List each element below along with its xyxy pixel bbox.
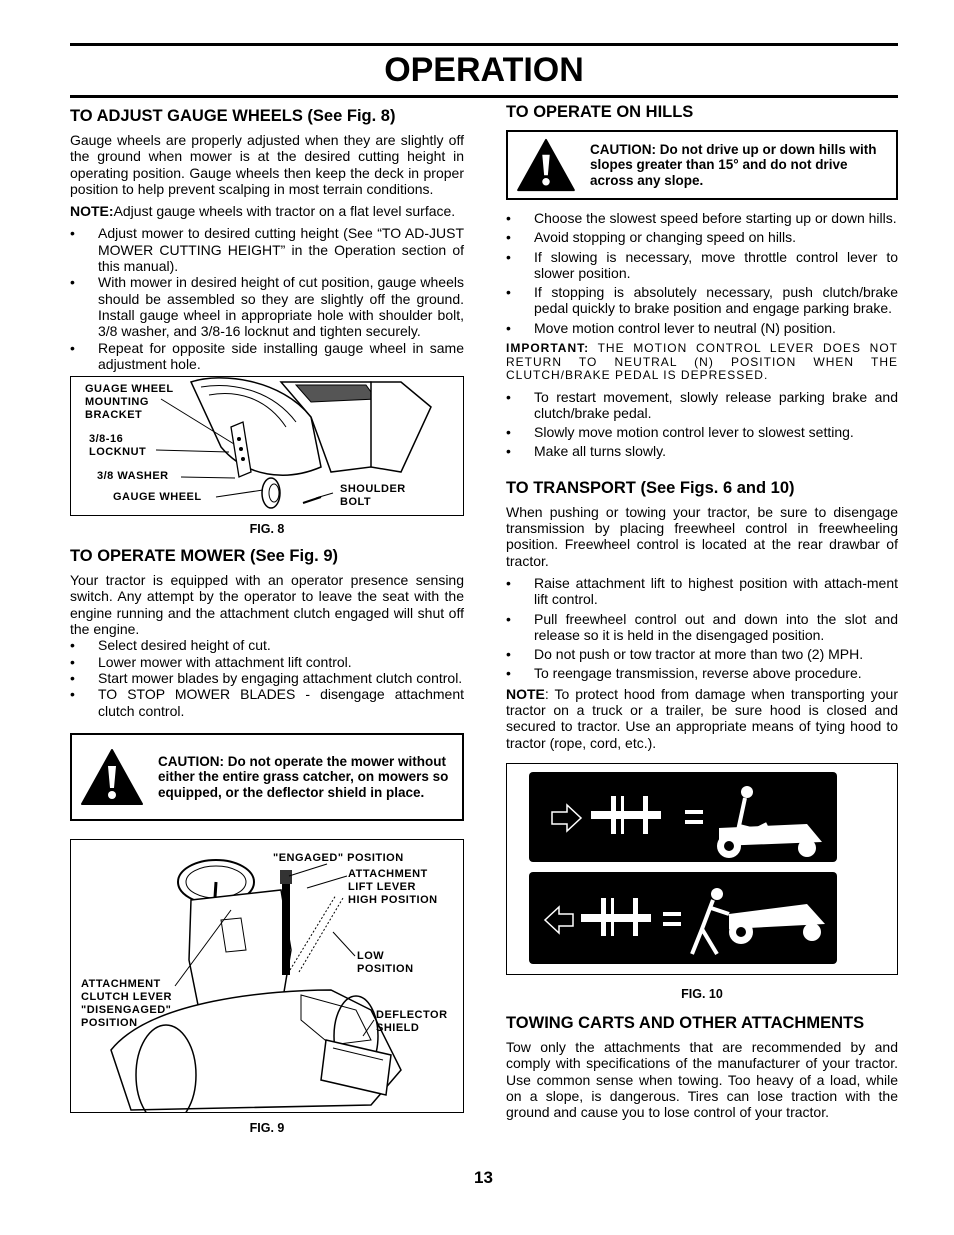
callout-engaged-position: "ENGAGED" POSITION xyxy=(273,851,404,864)
list-item: • Lower mower with attachment lift control. xyxy=(70,654,464,670)
list-item: • TO STOP MOWER BLADES - disengage attachment clutch control. xyxy=(70,686,464,719)
list-item: • Slowly move motion control lever to slowest setting. xyxy=(506,424,898,440)
hills-list xyxy=(506,210,898,336)
hills-important xyxy=(506,342,898,383)
transport-list xyxy=(506,575,898,682)
fig8-label: FIG. 8 xyxy=(249,522,285,537)
towing-text: Tow only the attachments that are recommended by and comply with specifications of the manufacturer of your tractor. Use common sense when towing. Too heavy of a load, while on a slope, is dangerous. Tires can lose traction with the ground and cause you to lose control of your tractor. xyxy=(506,1038,898,1121)
freewheel-drawing xyxy=(507,764,899,974)
hills-section xyxy=(506,102,898,460)
operate-mower-heading: TO OPERATE MOWER (See Fig. 9) xyxy=(70,547,338,566)
callout-deflector-shield: DEFLECTOR SHIELD xyxy=(376,1008,448,1034)
operate-mower-section xyxy=(70,546,464,821)
callout-bracket: GUAGE WHEEL MOUNTING BRACKET xyxy=(85,383,174,422)
towing-section xyxy=(506,1013,898,1120)
note-text: Adjust gauge wheels with tractor on a flat level surface. xyxy=(113,203,456,220)
callout-low-position: LOW POSITION xyxy=(357,949,414,975)
page-number: 13 xyxy=(474,1168,493,1187)
list-item: • Do not push or tow tractor at more than two (2) MPH. xyxy=(506,646,898,662)
important-label: IMPORTANT: xyxy=(506,341,590,356)
warning-icon xyxy=(516,138,576,192)
transport-note xyxy=(506,686,898,751)
gauge-wheels-intro: Gauge wheels are properly adjusted when they are slightly off the ground when mower is at the desired cutting height in operating position. Gauge wheels then keep the deck in proper position to help prevent scalping in most terrain conditions. xyxy=(70,132,464,197)
mower-caution-text: CAUTION: Do not operate the mower without either the entire grass catcher, on mowers so equipped, or the deflector shield in place. xyxy=(158,753,449,800)
gauge-wheels-list xyxy=(70,225,464,372)
fig9-label: FIG. 9 xyxy=(249,1120,285,1135)
list-item: • Choose the slowest speed before starting up or down hills. xyxy=(506,210,898,226)
hills-heading: TO OPERATE ON HILLS xyxy=(506,103,694,121)
callout-washer: 3/8 WASHER xyxy=(97,470,169,483)
header-rule-top xyxy=(70,43,898,46)
note-text: : To protect hood from damage when transporting your tractor on a truck or a trailer, be sure hood is closed and secured to tractor. Use an appropriate means of tying hood to tractor (rope, cord, etc.). xyxy=(506,685,898,751)
page-title: OPERATION xyxy=(384,51,584,89)
operate-mower-intro: Your tractor is equipped with an operator presence sensing switch. Any attempt by the operator to leave the seat with the engine running and the attachment clutch engaged will shut off the engine. xyxy=(70,572,464,638)
transport-section xyxy=(506,478,898,751)
fig10-label: FIG. 10 xyxy=(681,986,723,1001)
mower-caution-box xyxy=(70,733,464,821)
left-column xyxy=(70,106,464,1145)
gauge-wheels-note xyxy=(70,203,464,219)
list-item: • If slowing is necessary, move throttle control lever to slower position. xyxy=(506,249,898,282)
gauge-wheels-heading: TO ADJUST GAUGE WHEELS (See Fig. 8) xyxy=(70,107,396,125)
transport-heading: TO TRANSPORT (See Figs. 6 and 10) xyxy=(506,478,795,497)
transport-intro: When pushing or towing your tractor, be sure to disengage transmission by placing freewheel control in freewheeling position. Freewheel control is located at the rear drawbar of tractor. xyxy=(506,503,898,569)
hills-list-2 xyxy=(506,389,898,460)
note-label: NOTE xyxy=(506,685,545,702)
list-item: • With mower in desired height of cut position, gauge wheels should be assembled so they are slightly off the ground. Install gauge wheel in appropriate hole with shoulder bolt, 3/8 washer, and 3/8-16 locknut and tighten securely. xyxy=(70,274,464,339)
list-item: • Repeat for opposite side installing gauge wheel in same adjustment hole. xyxy=(70,340,464,373)
towing-heading: TOWING CARTS AND OTHER ATTACHMENTS xyxy=(506,1013,865,1032)
list-item: • Select desired height of cut. xyxy=(70,637,464,653)
hills-caution-box xyxy=(506,130,898,200)
list-item: • Adjust mower to desired cutting height (See “TO AD-JUST MOWER CUTTING HEIGHT” in the Operation section of this manual). xyxy=(70,225,464,274)
list-item: • Start mower blades by engaging attachment clutch control. xyxy=(70,670,464,686)
operate-mower-list xyxy=(70,637,464,718)
right-column xyxy=(506,102,898,1126)
list-item: • If stopping is absolutely necessary, push clutch/brake pedal quickly to brake position and engage parking brake. xyxy=(506,284,898,317)
callout-locknut: 3/8-16 LOCKNUT xyxy=(89,433,147,459)
list-item: • To reengage transmission, reverse above procedure. xyxy=(506,665,898,681)
list-item: • Avoid stopping or changing speed on hills. xyxy=(506,229,898,245)
fig9-illustration xyxy=(70,839,464,1113)
list-item: • Make all turns slowly. xyxy=(506,443,898,459)
callout-shoulder-bolt: SHOULDER BOLT xyxy=(340,483,406,509)
gauge-wheels-section xyxy=(70,106,464,372)
header-rule-bottom xyxy=(70,95,898,98)
warning-icon xyxy=(80,748,144,806)
list-item: • Move motion control lever to neutral (N) position. xyxy=(506,320,898,336)
fig10-illustration xyxy=(506,763,898,975)
note-label: NOTE: xyxy=(70,203,114,220)
list-item: • Pull freewheel control out and down into the slot and release so it is held in the disengaged position. xyxy=(506,611,898,644)
fig8-illustration xyxy=(70,376,464,516)
hills-caution-text: CAUTION: Do not drive up or down hills with slopes greater than 15° and do not drive across any slope. xyxy=(590,141,877,188)
list-item: • Raise attachment lift to highest position with attach-ment lift control. xyxy=(506,575,898,608)
callout-lift-lever: ATTACHMENT LIFT LEVER HIGH POSITION xyxy=(348,867,438,906)
list-item: • To restart movement, slowly release parking brake and clutch/brake pedal. xyxy=(506,389,898,422)
important-text: THE MOTION CONTROL LEVER DOES NOT RETURN TO NEUTRAL (N) POSITION WHEN THE CLUTCH/BRAKE PEDAL IS DEPRESSED. xyxy=(506,341,898,383)
callout-clutch-lever: ATTACHMENT CLUTCH LEVER "DISENGAGED" POSITION xyxy=(81,977,172,1029)
callout-gauge-wheel: GAUGE WHEEL xyxy=(113,491,202,504)
